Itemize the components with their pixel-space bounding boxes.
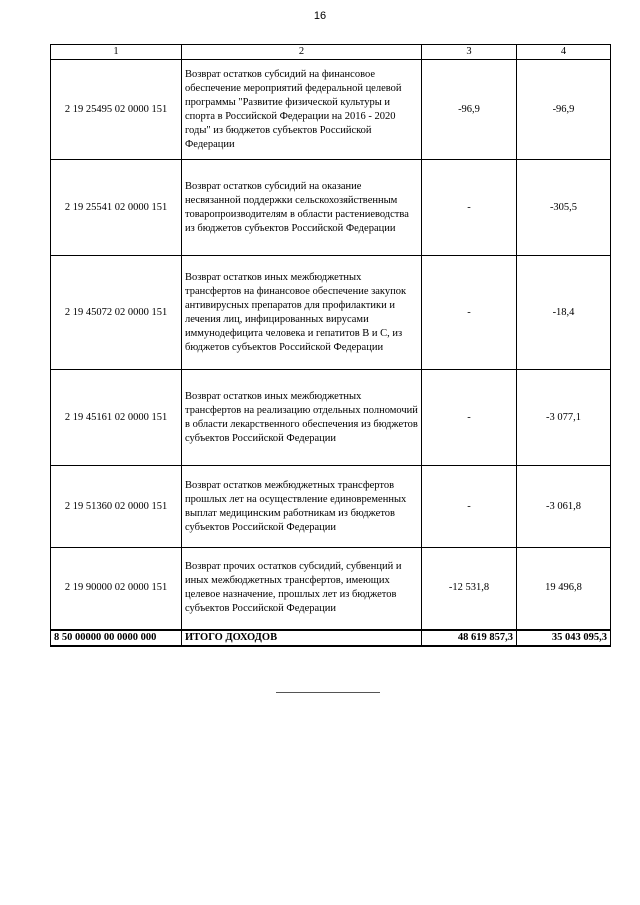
table-row bbox=[51, 256, 611, 370]
header-cell-1: 1 bbox=[51, 45, 182, 60]
total-col3: 48 619 857,3 bbox=[422, 630, 517, 646]
amount-col3: - bbox=[422, 256, 517, 370]
total-code: 8 50 00000 00 0000 000 bbox=[51, 630, 182, 646]
table-row bbox=[51, 160, 611, 256]
revenue-table bbox=[50, 44, 611, 647]
budget-code: 2 19 45072 02 0000 151 bbox=[51, 256, 182, 370]
header-cell-2: 2 bbox=[182, 45, 422, 60]
amount-col3: - bbox=[422, 370, 517, 466]
table-header-row bbox=[51, 45, 611, 60]
table-row bbox=[51, 60, 611, 160]
amount-col4: 19 496,8 bbox=[517, 548, 611, 630]
table-row bbox=[51, 370, 611, 466]
footer-divider bbox=[276, 692, 380, 693]
page-number: 16 bbox=[313, 10, 327, 22]
total-label: ИТОГО ДОХОДОВ bbox=[182, 630, 422, 646]
budget-code: 2 19 51360 02 0000 151 bbox=[51, 466, 182, 548]
amount-col4: -18,4 bbox=[517, 256, 611, 370]
header-cell-3: 3 bbox=[422, 45, 517, 60]
amount-col3: -12 531,8 bbox=[422, 548, 517, 630]
budget-code: 2 19 25495 02 0000 151 bbox=[51, 60, 182, 160]
amount-col4: -3 077,1 bbox=[517, 370, 611, 466]
header-cell-4: 4 bbox=[517, 45, 611, 60]
amount-col3: -96,9 bbox=[422, 60, 517, 160]
row-description: Возврат остатков межбюджетных трансфертов прошлых лет на осуществление единовременных выплат медицинским работникам из бюджетов субъектов Российской Федерации bbox=[182, 466, 422, 548]
row-description: Возврат остатков иных межбюджетных трансфертов на финансовое обеспечение закупок антивирусных препаратов для профилактики и лечения лиц, инфицированных вирусами иммунодефицита человека и гепатитов B и C, из бюджетов субъектов Российской Федерации bbox=[182, 256, 422, 370]
total-col4: 35 043 095,3 bbox=[517, 630, 611, 646]
row-description: Возврат остатков субсидий на финансовое обеспечение мероприятий федеральной целевой программы "Развитие физической культуры и спорта в Российской Федерации на 2016 - 2020 годы" из бюджетов субъектов Российской Федерации bbox=[182, 60, 422, 160]
total-row bbox=[51, 630, 611, 646]
amount-col4: -305,5 bbox=[517, 160, 611, 256]
row-description: Возврат прочих остатков субсидий, субвенций и иных межбюджетных трансфертов, имеющих целевое назначение, прошлых лет из бюджетов субъектов Российской Федерации bbox=[182, 548, 422, 630]
amount-col3: - bbox=[422, 160, 517, 256]
budget-code: 2 19 45161 02 0000 151 bbox=[51, 370, 182, 466]
amount-col3: - bbox=[422, 466, 517, 548]
amount-col4: -3 061,8 bbox=[517, 466, 611, 548]
budget-code: 2 19 25541 02 0000 151 bbox=[51, 160, 182, 256]
row-description: Возврат остатков субсидий на оказание несвязанной поддержки сельскохозяйственным товаропроизводителям в области растениеводства из бюджетов субъектов Российской Федерации bbox=[182, 160, 422, 256]
table-row bbox=[51, 466, 611, 548]
amount-col4: -96,9 bbox=[517, 60, 611, 160]
table-row bbox=[51, 548, 611, 630]
budget-code: 2 19 90000 02 0000 151 bbox=[51, 548, 182, 630]
row-description: Возврат остатков иных межбюджетных трансфертов на реализацию отдельных полномочий в области лекарственного обеспечения из бюджетов субъектов Российской Федерации bbox=[182, 370, 422, 466]
